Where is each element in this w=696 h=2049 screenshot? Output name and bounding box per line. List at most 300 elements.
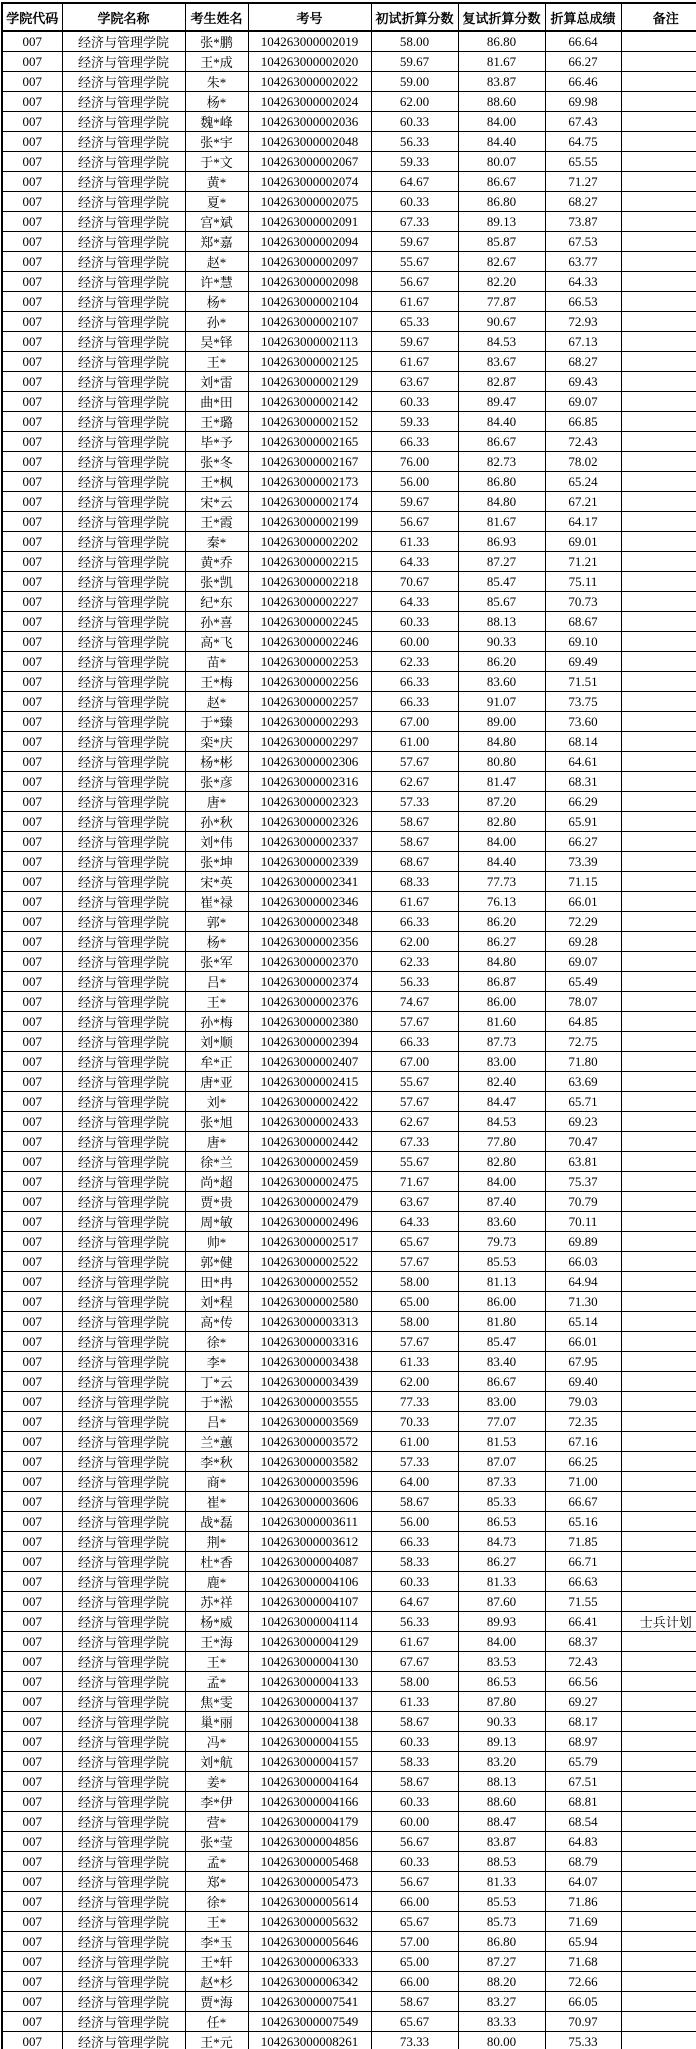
cell-total-score: 66.41 — [545, 1612, 621, 1632]
cell-total-score: 65.14 — [545, 1312, 621, 1332]
cell-retest-score: 80.80 — [458, 752, 545, 772]
cell-college-code: 007 — [2, 1872, 62, 1892]
cell-retest-score: 77.07 — [458, 1412, 545, 1432]
cell-college-name: 经济与管理学院 — [62, 1372, 185, 1392]
cell-total-score: 65.94 — [545, 1932, 621, 1952]
cell-college-name: 经济与管理学院 — [62, 1492, 185, 1512]
cell-college-name: 经济与管理学院 — [62, 1592, 185, 1612]
cell-remark — [621, 1392, 696, 1412]
cell-retest-score: 88.13 — [458, 612, 545, 632]
cell-retest-score: 86.00 — [458, 992, 545, 1012]
cell-college-code: 007 — [2, 1212, 62, 1232]
cell-initial-score: 58.00 — [371, 1272, 458, 1292]
cell-retest-score: 83.60 — [458, 672, 545, 692]
cell-candidate-name: 李*秋 — [185, 1452, 248, 1472]
cell-remark — [621, 2012, 696, 2032]
cell-total-score: 66.27 — [545, 832, 621, 852]
cell-college-name: 经济与管理学院 — [62, 1412, 185, 1432]
cell-remark — [621, 332, 696, 352]
cell-retest-score: 89.13 — [458, 1732, 545, 1752]
cell-initial-score: 57.33 — [371, 792, 458, 812]
cell-exam-number: 104263000008261 — [248, 2032, 371, 2049]
cell-total-score: 64.07 — [545, 1872, 621, 1892]
cell-total-score: 69.28 — [545, 932, 621, 952]
cell-candidate-name: 毕*予 — [185, 432, 248, 452]
cell-exam-number: 104263000002256 — [248, 672, 371, 692]
cell-exam-number: 104263000002496 — [248, 1212, 371, 1232]
cell-exam-number: 104263000002104 — [248, 292, 371, 312]
cell-initial-score: 65.33 — [371, 312, 458, 332]
table-row — [2, 2032, 696, 2049]
cell-retest-score: 86.67 — [458, 432, 545, 452]
cell-retest-score: 87.27 — [458, 1952, 545, 1972]
cell-initial-score: 67.00 — [371, 712, 458, 732]
cell-exam-number: 104263000002129 — [248, 372, 371, 392]
cell-total-score: 69.43 — [545, 372, 621, 392]
cell-retest-score: 82.40 — [458, 1072, 545, 1092]
cell-retest-score: 88.60 — [458, 1792, 545, 1812]
cell-college-code: 007 — [2, 1792, 62, 1812]
table-row — [2, 1012, 696, 1032]
cell-exam-number: 104263000003596 — [248, 1472, 371, 1492]
cell-total-score: 70.73 — [545, 592, 621, 612]
table-row — [2, 1732, 696, 1752]
cell-exam-number: 104263000002165 — [248, 432, 371, 452]
cell-college-name: 经济与管理学院 — [62, 1732, 185, 1752]
cell-exam-number: 104263000003438 — [248, 1352, 371, 1372]
cell-candidate-name: 朱* — [185, 72, 248, 92]
cell-retest-score: 90.33 — [458, 1712, 545, 1732]
cell-college-code: 007 — [2, 1612, 62, 1632]
cell-remark — [621, 832, 696, 852]
cell-initial-score: 56.00 — [371, 472, 458, 492]
cell-retest-score: 90.33 — [458, 632, 545, 652]
cell-candidate-name: 张*莹 — [185, 1832, 248, 1852]
cell-retest-score: 86.20 — [458, 652, 545, 672]
cell-retest-score: 87.27 — [458, 552, 545, 572]
cell-college-code: 007 — [2, 1652, 62, 1672]
cell-exam-number: 104263000003439 — [248, 1372, 371, 1392]
cell-college-name: 经济与管理学院 — [62, 1012, 185, 1032]
cell-initial-score: 61.67 — [371, 352, 458, 372]
table-row — [2, 1572, 696, 1592]
cell-total-score: 69.49 — [545, 652, 621, 672]
cell-candidate-name: 高*传 — [185, 1312, 248, 1332]
cell-college-code: 007 — [2, 1632, 62, 1652]
cell-college-name: 经济与管理学院 — [62, 1892, 185, 1912]
table-row — [2, 252, 696, 272]
cell-candidate-name: 张*彦 — [185, 772, 248, 792]
table-row — [2, 1712, 696, 1732]
cell-college-name: 经济与管理学院 — [62, 1712, 185, 1732]
cell-retest-score: 88.20 — [458, 1972, 545, 1992]
cell-retest-score: 85.73 — [458, 1912, 545, 1932]
cell-retest-score: 88.53 — [458, 1852, 545, 1872]
cell-candidate-name: 宋*云 — [185, 492, 248, 512]
cell-college-name: 经济与管理学院 — [62, 1252, 185, 1272]
cell-remark — [621, 772, 696, 792]
cell-total-score: 66.01 — [545, 892, 621, 912]
cell-candidate-name: 苏*祥 — [185, 1592, 248, 1612]
cell-exam-number: 104263000004106 — [248, 1572, 371, 1592]
cell-exam-number: 104263000003313 — [248, 1312, 371, 1332]
cell-exam-number: 104263000006342 — [248, 1972, 371, 1992]
cell-exam-number: 104263000002370 — [248, 952, 371, 972]
cell-initial-score: 57.00 — [371, 1932, 458, 1952]
cell-remark — [621, 1292, 696, 1312]
cell-total-score: 69.98 — [545, 92, 621, 112]
cell-retest-score: 87.20 — [458, 792, 545, 812]
table-row — [2, 1192, 696, 1212]
table-row — [2, 1052, 696, 1072]
table-row — [2, 752, 696, 772]
table-row — [2, 1212, 696, 1232]
cell-retest-score: 86.67 — [458, 1372, 545, 1392]
cell-college-name: 经济与管理学院 — [62, 1272, 185, 1292]
cell-candidate-name: 李*伊 — [185, 1792, 248, 1812]
cell-college-name: 经济与管理学院 — [62, 412, 185, 432]
cell-initial-score: 71.67 — [371, 1172, 458, 1192]
cell-candidate-name: 吕* — [185, 972, 248, 992]
cell-retest-score: 77.73 — [458, 872, 545, 892]
cell-retest-score: 86.53 — [458, 1512, 545, 1532]
cell-exam-number: 104263000004856 — [248, 1832, 371, 1852]
cell-retest-score: 86.67 — [458, 172, 545, 192]
cell-candidate-name: 周*敏 — [185, 1212, 248, 1232]
cell-candidate-name: 苗* — [185, 652, 248, 672]
cell-remark — [621, 492, 696, 512]
cell-college-code: 007 — [2, 1392, 62, 1412]
cell-college-name: 经济与管理学院 — [62, 912, 185, 932]
cell-remark — [621, 552, 696, 572]
cell-college-name: 经济与管理学院 — [62, 1572, 185, 1592]
cell-college-code: 007 — [2, 1332, 62, 1352]
cell-remark — [621, 1552, 696, 1572]
cell-college-code: 007 — [2, 1112, 62, 1132]
cell-college-code: 007 — [2, 1192, 62, 1212]
cell-college-name: 经济与管理学院 — [62, 1232, 185, 1252]
cell-initial-score: 58.67 — [371, 1992, 458, 2012]
cell-candidate-name: 王*海 — [185, 1632, 248, 1652]
cell-total-score: 72.93 — [545, 312, 621, 332]
cell-candidate-name: 杨* — [185, 932, 248, 952]
cell-candidate-name: 帅* — [185, 1232, 248, 1252]
cell-remark — [621, 1532, 696, 1552]
cell-college-code: 007 — [2, 892, 62, 912]
cell-college-name: 经济与管理学院 — [62, 2012, 185, 2032]
cell-college-code: 007 — [2, 452, 62, 472]
cell-initial-score: 61.33 — [371, 1692, 458, 1712]
cell-remark — [621, 372, 696, 392]
header-row — [2, 3, 696, 31]
cell-candidate-name: 尚*超 — [185, 1172, 248, 1192]
cell-retest-score: 76.13 — [458, 892, 545, 912]
cell-initial-score: 60.33 — [371, 392, 458, 412]
cell-total-score: 64.17 — [545, 512, 621, 532]
cell-college-code: 007 — [2, 1272, 62, 1292]
cell-candidate-name: 唐* — [185, 1132, 248, 1152]
cell-exam-number: 104263000002113 — [248, 332, 371, 352]
cell-retest-score: 86.20 — [458, 912, 545, 932]
cell-college-name: 经济与管理学院 — [62, 1752, 185, 1772]
cell-retest-score: 86.80 — [458, 472, 545, 492]
cell-college-name: 经济与管理学院 — [62, 212, 185, 232]
cell-retest-score: 84.40 — [458, 412, 545, 432]
cell-total-score: 67.51 — [545, 1772, 621, 1792]
cell-retest-score: 84.80 — [458, 732, 545, 752]
cell-retest-score: 81.60 — [458, 1012, 545, 1032]
cell-initial-score: 61.67 — [371, 1632, 458, 1652]
cell-remark — [621, 892, 696, 912]
cell-retest-score: 88.60 — [458, 92, 545, 112]
cell-remark — [621, 1672, 696, 1692]
cell-retest-score: 81.67 — [458, 52, 545, 72]
cell-initial-score: 66.00 — [371, 1892, 458, 1912]
cell-remark — [621, 1012, 696, 1032]
cell-college-name: 经济与管理学院 — [62, 1632, 185, 1652]
cell-initial-score: 63.67 — [371, 1192, 458, 1212]
cell-total-score: 78.07 — [545, 992, 621, 1012]
cell-exam-number: 104263000004166 — [248, 1792, 371, 1812]
cell-college-code: 007 — [2, 352, 62, 372]
cell-total-score: 63.69 — [545, 1072, 621, 1092]
cell-college-name: 经济与管理学院 — [62, 1292, 185, 1312]
col-header-total-score: 折算总成绩 — [545, 3, 621, 31]
cell-remark — [621, 392, 696, 412]
cell-remark — [621, 512, 696, 532]
cell-college-name: 经济与管理学院 — [62, 1152, 185, 1172]
cell-exam-number: 104263000002173 — [248, 472, 371, 492]
cell-initial-score: 62.67 — [371, 1112, 458, 1132]
table-row — [2, 52, 696, 72]
cell-college-code: 007 — [2, 1572, 62, 1592]
cell-initial-score: 62.33 — [371, 652, 458, 672]
cell-total-score: 64.61 — [545, 752, 621, 772]
cell-retest-score: 89.00 — [458, 712, 545, 732]
cell-exam-number: 104263000002215 — [248, 552, 371, 572]
cell-initial-score: 58.00 — [371, 1312, 458, 1332]
cell-total-score: 69.40 — [545, 1372, 621, 1392]
cell-initial-score: 61.67 — [371, 892, 458, 912]
cell-retest-score: 87.40 — [458, 1192, 545, 1212]
cell-exam-number: 104263000007541 — [248, 1992, 371, 2012]
cell-exam-number: 104263000002048 — [248, 132, 371, 152]
cell-exam-number: 104263000002022 — [248, 72, 371, 92]
cell-college-code: 007 — [2, 1092, 62, 1112]
cell-retest-score: 84.00 — [458, 1172, 545, 1192]
cell-remark — [621, 1992, 696, 2012]
cell-total-score: 72.35 — [545, 1412, 621, 1432]
cell-college-code: 007 — [2, 1532, 62, 1552]
cell-exam-number: 104263000002253 — [248, 652, 371, 672]
cell-candidate-name: 崔*禄 — [185, 892, 248, 912]
cell-retest-score: 85.53 — [458, 1892, 545, 1912]
cell-initial-score: 60.33 — [371, 612, 458, 632]
cell-retest-score: 82.80 — [458, 1152, 545, 1172]
cell-college-name: 经济与管理学院 — [62, 692, 185, 712]
cell-remark — [621, 932, 696, 952]
cell-college-name: 经济与管理学院 — [62, 132, 185, 152]
cell-college-code: 007 — [2, 1472, 62, 1492]
cell-candidate-name: 刘*程 — [185, 1292, 248, 1312]
cell-total-score: 69.07 — [545, 392, 621, 412]
cell-exam-number: 104263000002422 — [248, 1092, 371, 1112]
cell-exam-number: 104263000003555 — [248, 1392, 371, 1412]
table-row — [2, 272, 696, 292]
cell-college-name: 经济与管理学院 — [62, 1932, 185, 1952]
cell-college-code: 007 — [2, 372, 62, 392]
cell-candidate-name: 郑*嘉 — [185, 232, 248, 252]
cell-initial-score: 55.67 — [371, 252, 458, 272]
cell-remark — [621, 592, 696, 612]
cell-college-name: 经济与管理学院 — [62, 1792, 185, 1812]
cell-candidate-name: 徐*兰 — [185, 1152, 248, 1172]
cell-remark — [621, 1872, 696, 1892]
table-row — [2, 1632, 696, 1652]
cell-remark — [621, 1812, 696, 1832]
cell-candidate-name: 黄* — [185, 172, 248, 192]
table-row — [2, 1852, 696, 1872]
cell-initial-score: 66.33 — [371, 432, 458, 452]
cell-retest-score: 83.40 — [458, 1352, 545, 1372]
cell-college-name: 经济与管理学院 — [62, 972, 185, 992]
cell-candidate-name: 于*臻 — [185, 712, 248, 732]
cell-college-code: 007 — [2, 512, 62, 532]
cell-college-code: 007 — [2, 612, 62, 632]
cell-total-score: 66.03 — [545, 1252, 621, 1272]
cell-remark — [621, 652, 696, 672]
cell-college-code: 007 — [2, 1912, 62, 1932]
cell-retest-score: 81.33 — [458, 1572, 545, 1592]
cell-remark — [621, 1452, 696, 1472]
cell-college-name: 经济与管理学院 — [62, 1652, 185, 1672]
cell-total-score: 71.30 — [545, 1292, 621, 1312]
cell-college-code: 007 — [2, 1372, 62, 1392]
table-row — [2, 132, 696, 152]
table-row — [2, 112, 696, 132]
cell-candidate-name: 鹿* — [185, 1572, 248, 1592]
cell-college-code: 007 — [2, 1752, 62, 1772]
cell-exam-number: 104263000007549 — [248, 2012, 371, 2032]
cell-initial-score: 64.67 — [371, 1592, 458, 1612]
cell-total-score: 68.27 — [545, 192, 621, 212]
cell-candidate-name: 冯* — [185, 1732, 248, 1752]
cell-exam-number: 104263000002174 — [248, 492, 371, 512]
cell-college-name: 经济与管理学院 — [62, 112, 185, 132]
cell-total-score: 66.05 — [545, 1992, 621, 2012]
cell-college-name: 经济与管理学院 — [62, 252, 185, 272]
cell-college-code: 007 — [2, 1352, 62, 1372]
cell-candidate-name: 杨*彬 — [185, 752, 248, 772]
cell-exam-number: 104263000002167 — [248, 452, 371, 472]
cell-initial-score: 65.00 — [371, 1292, 458, 1312]
table-row — [2, 692, 696, 712]
cell-remark — [621, 1372, 696, 1392]
cell-retest-score: 85.67 — [458, 592, 545, 612]
cell-remark — [621, 92, 696, 112]
cell-college-name: 经济与管理学院 — [62, 2032, 185, 2049]
table-row — [2, 1692, 696, 1712]
cell-total-score: 67.21 — [545, 492, 621, 512]
cell-total-score: 66.56 — [545, 1672, 621, 1692]
cell-exam-number: 104263000002407 — [248, 1052, 371, 1072]
cell-college-name: 经济与管理学院 — [62, 52, 185, 72]
cell-exam-number: 104263000002297 — [248, 732, 371, 752]
cell-exam-number: 104263000002337 — [248, 832, 371, 852]
cell-candidate-name: 吴*铎 — [185, 332, 248, 352]
table-row — [2, 1952, 696, 1972]
cell-candidate-name: 唐* — [185, 792, 248, 812]
cell-college-code: 007 — [2, 232, 62, 252]
cell-initial-score: 64.00 — [371, 1472, 458, 1492]
cell-remark — [621, 1772, 696, 1792]
cell-candidate-name: 秦* — [185, 532, 248, 552]
table-row — [2, 672, 696, 692]
cell-candidate-name: 巢*丽 — [185, 1712, 248, 1732]
cell-initial-score: 66.00 — [371, 1972, 458, 1992]
cell-initial-score: 64.33 — [371, 1212, 458, 1232]
cell-candidate-name: 杨* — [185, 92, 248, 112]
cell-college-code: 007 — [2, 1432, 62, 1452]
cell-candidate-name: 张*坤 — [185, 852, 248, 872]
cell-remark — [621, 472, 696, 492]
cell-exam-number: 104263000002246 — [248, 632, 371, 652]
cell-candidate-name: 赵* — [185, 252, 248, 272]
cell-initial-score: 59.00 — [371, 72, 458, 92]
cell-exam-number: 104263000002091 — [248, 212, 371, 232]
cell-remark — [621, 632, 696, 652]
cell-college-code: 007 — [2, 992, 62, 1012]
cell-exam-number: 104263000003316 — [248, 1332, 371, 1352]
cell-initial-score: 58.67 — [371, 1712, 458, 1732]
table-row — [2, 1172, 696, 1192]
cell-remark — [621, 1732, 696, 1752]
cell-college-name: 经济与管理学院 — [62, 532, 185, 552]
table-row — [2, 492, 696, 512]
cell-candidate-name: 李*玉 — [185, 1932, 248, 1952]
cell-college-name: 经济与管理学院 — [62, 31, 185, 52]
cell-initial-score: 70.67 — [371, 572, 458, 592]
cell-candidate-name: 唐*亚 — [185, 1072, 248, 1092]
cell-college-code: 007 — [2, 492, 62, 512]
cell-college-name: 经济与管理学院 — [62, 1092, 185, 1112]
cell-college-name: 经济与管理学院 — [62, 592, 185, 612]
cell-college-name: 经济与管理学院 — [62, 1952, 185, 1972]
cell-initial-score: 64.33 — [371, 552, 458, 572]
cell-candidate-name: 张*宇 — [185, 132, 248, 152]
cell-college-code: 007 — [2, 1012, 62, 1032]
cell-remark — [621, 252, 696, 272]
cell-college-code: 007 — [2, 2012, 62, 2032]
cell-remark — [621, 1852, 696, 1872]
cell-total-score: 71.27 — [545, 172, 621, 192]
cell-college-code: 007 — [2, 652, 62, 672]
cell-exam-number: 104263000002394 — [248, 1032, 371, 1052]
cell-college-name: 经济与管理学院 — [62, 1032, 185, 1052]
col-header-initial-score: 初试折算分数 — [371, 3, 458, 31]
cell-remark — [621, 1972, 696, 1992]
cell-college-name: 经济与管理学院 — [62, 352, 185, 372]
cell-total-score: 64.75 — [545, 132, 621, 152]
table-row — [2, 912, 696, 932]
cell-remark — [621, 432, 696, 452]
cell-college-code: 007 — [2, 31, 62, 52]
cell-college-name: 经济与管理学院 — [62, 72, 185, 92]
cell-candidate-name: 贾*贵 — [185, 1192, 248, 1212]
table-row — [2, 1652, 696, 1672]
cell-exam-number: 104263000002459 — [248, 1152, 371, 1172]
cell-exam-number: 104263000002433 — [248, 1112, 371, 1132]
